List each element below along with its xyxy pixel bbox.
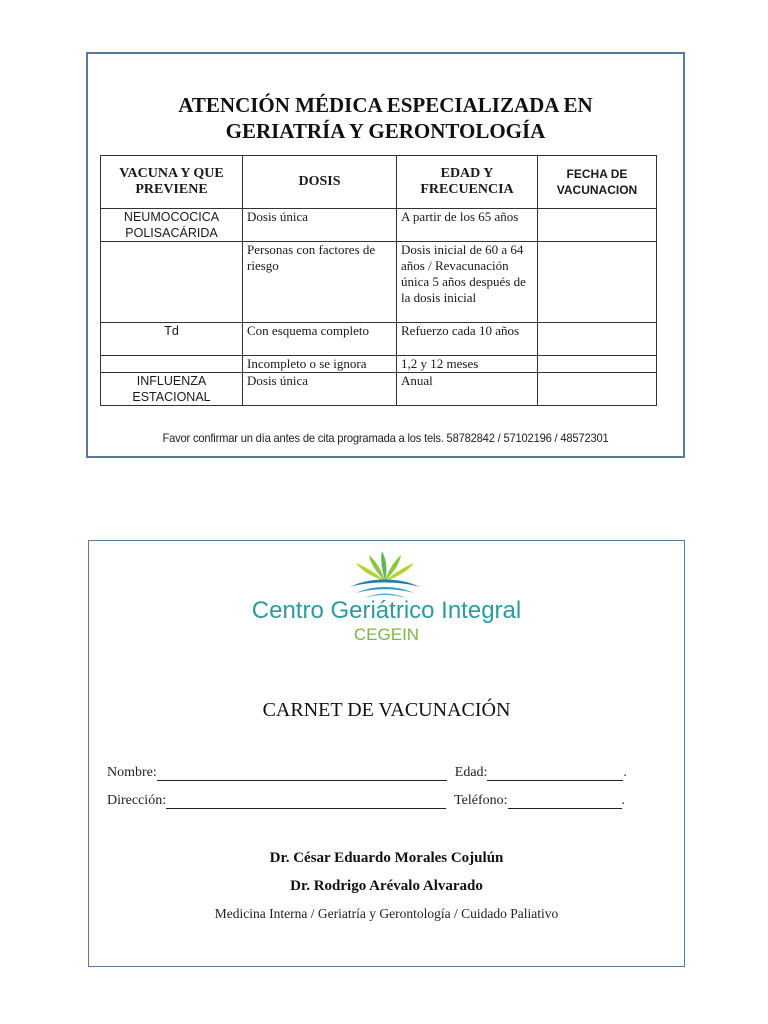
cell-vacuna <box>101 356 243 373</box>
cell-dosis: Dosis única <box>243 209 397 242</box>
nombre-field[interactable] <box>157 766 447 781</box>
telefono-field[interactable] <box>508 794 622 809</box>
leaf-fan-logo-icon <box>342 547 428 599</box>
brand-abbreviation: CEGEIN <box>353 625 420 644</box>
table-row <box>101 373 657 406</box>
cell-edad: Dosis inicial de 60 a 64 años / Revacunación única 5 años después de la dosis inicial <box>397 242 538 323</box>
nombre-label: Nombre: <box>107 765 157 780</box>
cell-dosis: Personas con factores de riesgo <box>243 242 397 323</box>
cell-vacuna: NEUMOCOCICA POLISACÁRIDA <box>101 209 243 242</box>
cell-edad: Anual <box>397 373 538 406</box>
vaccination-card-cover <box>88 540 685 967</box>
table-row <box>101 242 657 323</box>
header-edad: EDAD Y FRECUENCIA <box>397 156 538 209</box>
appointment-confirmation-note: Favor confirmar un día antes de cita programada a los tels. 58782842 / 57102196 / 48572301 <box>162 431 609 445</box>
cell-dosis: Incompleto o se ignora <box>243 356 397 373</box>
cell-dosis: Con esquema completo <box>243 323 397 356</box>
direccion-field[interactable] <box>166 794 446 809</box>
cell-edad: 1,2 y 12 meses <box>397 356 538 373</box>
specialties-line: Medicina Interna / Geriatría y Gerontología / Cuidado Paliativo <box>214 906 559 921</box>
address-phone-row: Dirección: Teléfono: . <box>107 793 626 808</box>
vaccination-schedule-card <box>86 52 685 458</box>
cell-fecha[interactable] <box>538 373 657 406</box>
header-fecha: FECHA DE VACUNACION <box>538 156 657 209</box>
cell-vacuna <box>101 242 243 323</box>
card-title: CARNET DE VACUNACIÓN <box>262 699 511 721</box>
vaccination-table <box>100 155 657 406</box>
table-row <box>101 356 657 373</box>
name-age-row: Nombre: Edad: . <box>107 765 627 780</box>
brand-name: Centro Geriátrico Integral <box>251 597 522 624</box>
table-row <box>101 209 657 242</box>
cell-fecha[interactable] <box>538 242 657 323</box>
cell-dosis: Dosis única <box>243 373 397 406</box>
table-header-row <box>101 156 657 209</box>
cell-edad: A partir de los 65 años <box>397 209 538 242</box>
edad-field[interactable] <box>487 766 623 781</box>
header-dosis: DOSIS <box>243 156 397 209</box>
telefono-label: Teléfono: <box>454 793 508 808</box>
doctor-name-2: Dr. Rodrigo Arévalo Alvarado <box>290 878 483 894</box>
cell-fecha[interactable] <box>538 323 657 356</box>
edad-label: Edad: <box>454 765 488 780</box>
direccion-label: Dirección: <box>107 793 167 808</box>
table-row <box>101 323 657 356</box>
schedule-title: ATENCIÓN MÉDICA ESPECIALIZADA EN GERIATRÍA Y GERONTOLOGÍA <box>178 93 593 143</box>
doctor-name-1: Dr. César Eduardo Morales Cojulún <box>269 850 504 866</box>
cell-vacuna: INFLUENZA ESTACIONAL <box>101 373 243 406</box>
cell-fecha[interactable] <box>538 356 657 373</box>
cell-edad: Refuerzo cada 10 años <box>397 323 538 356</box>
cell-vacuna: Td <box>101 323 243 356</box>
cell-fecha[interactable] <box>538 209 657 242</box>
header-vacuna: VACUNA Y QUE PREVIENE <box>101 156 243 209</box>
